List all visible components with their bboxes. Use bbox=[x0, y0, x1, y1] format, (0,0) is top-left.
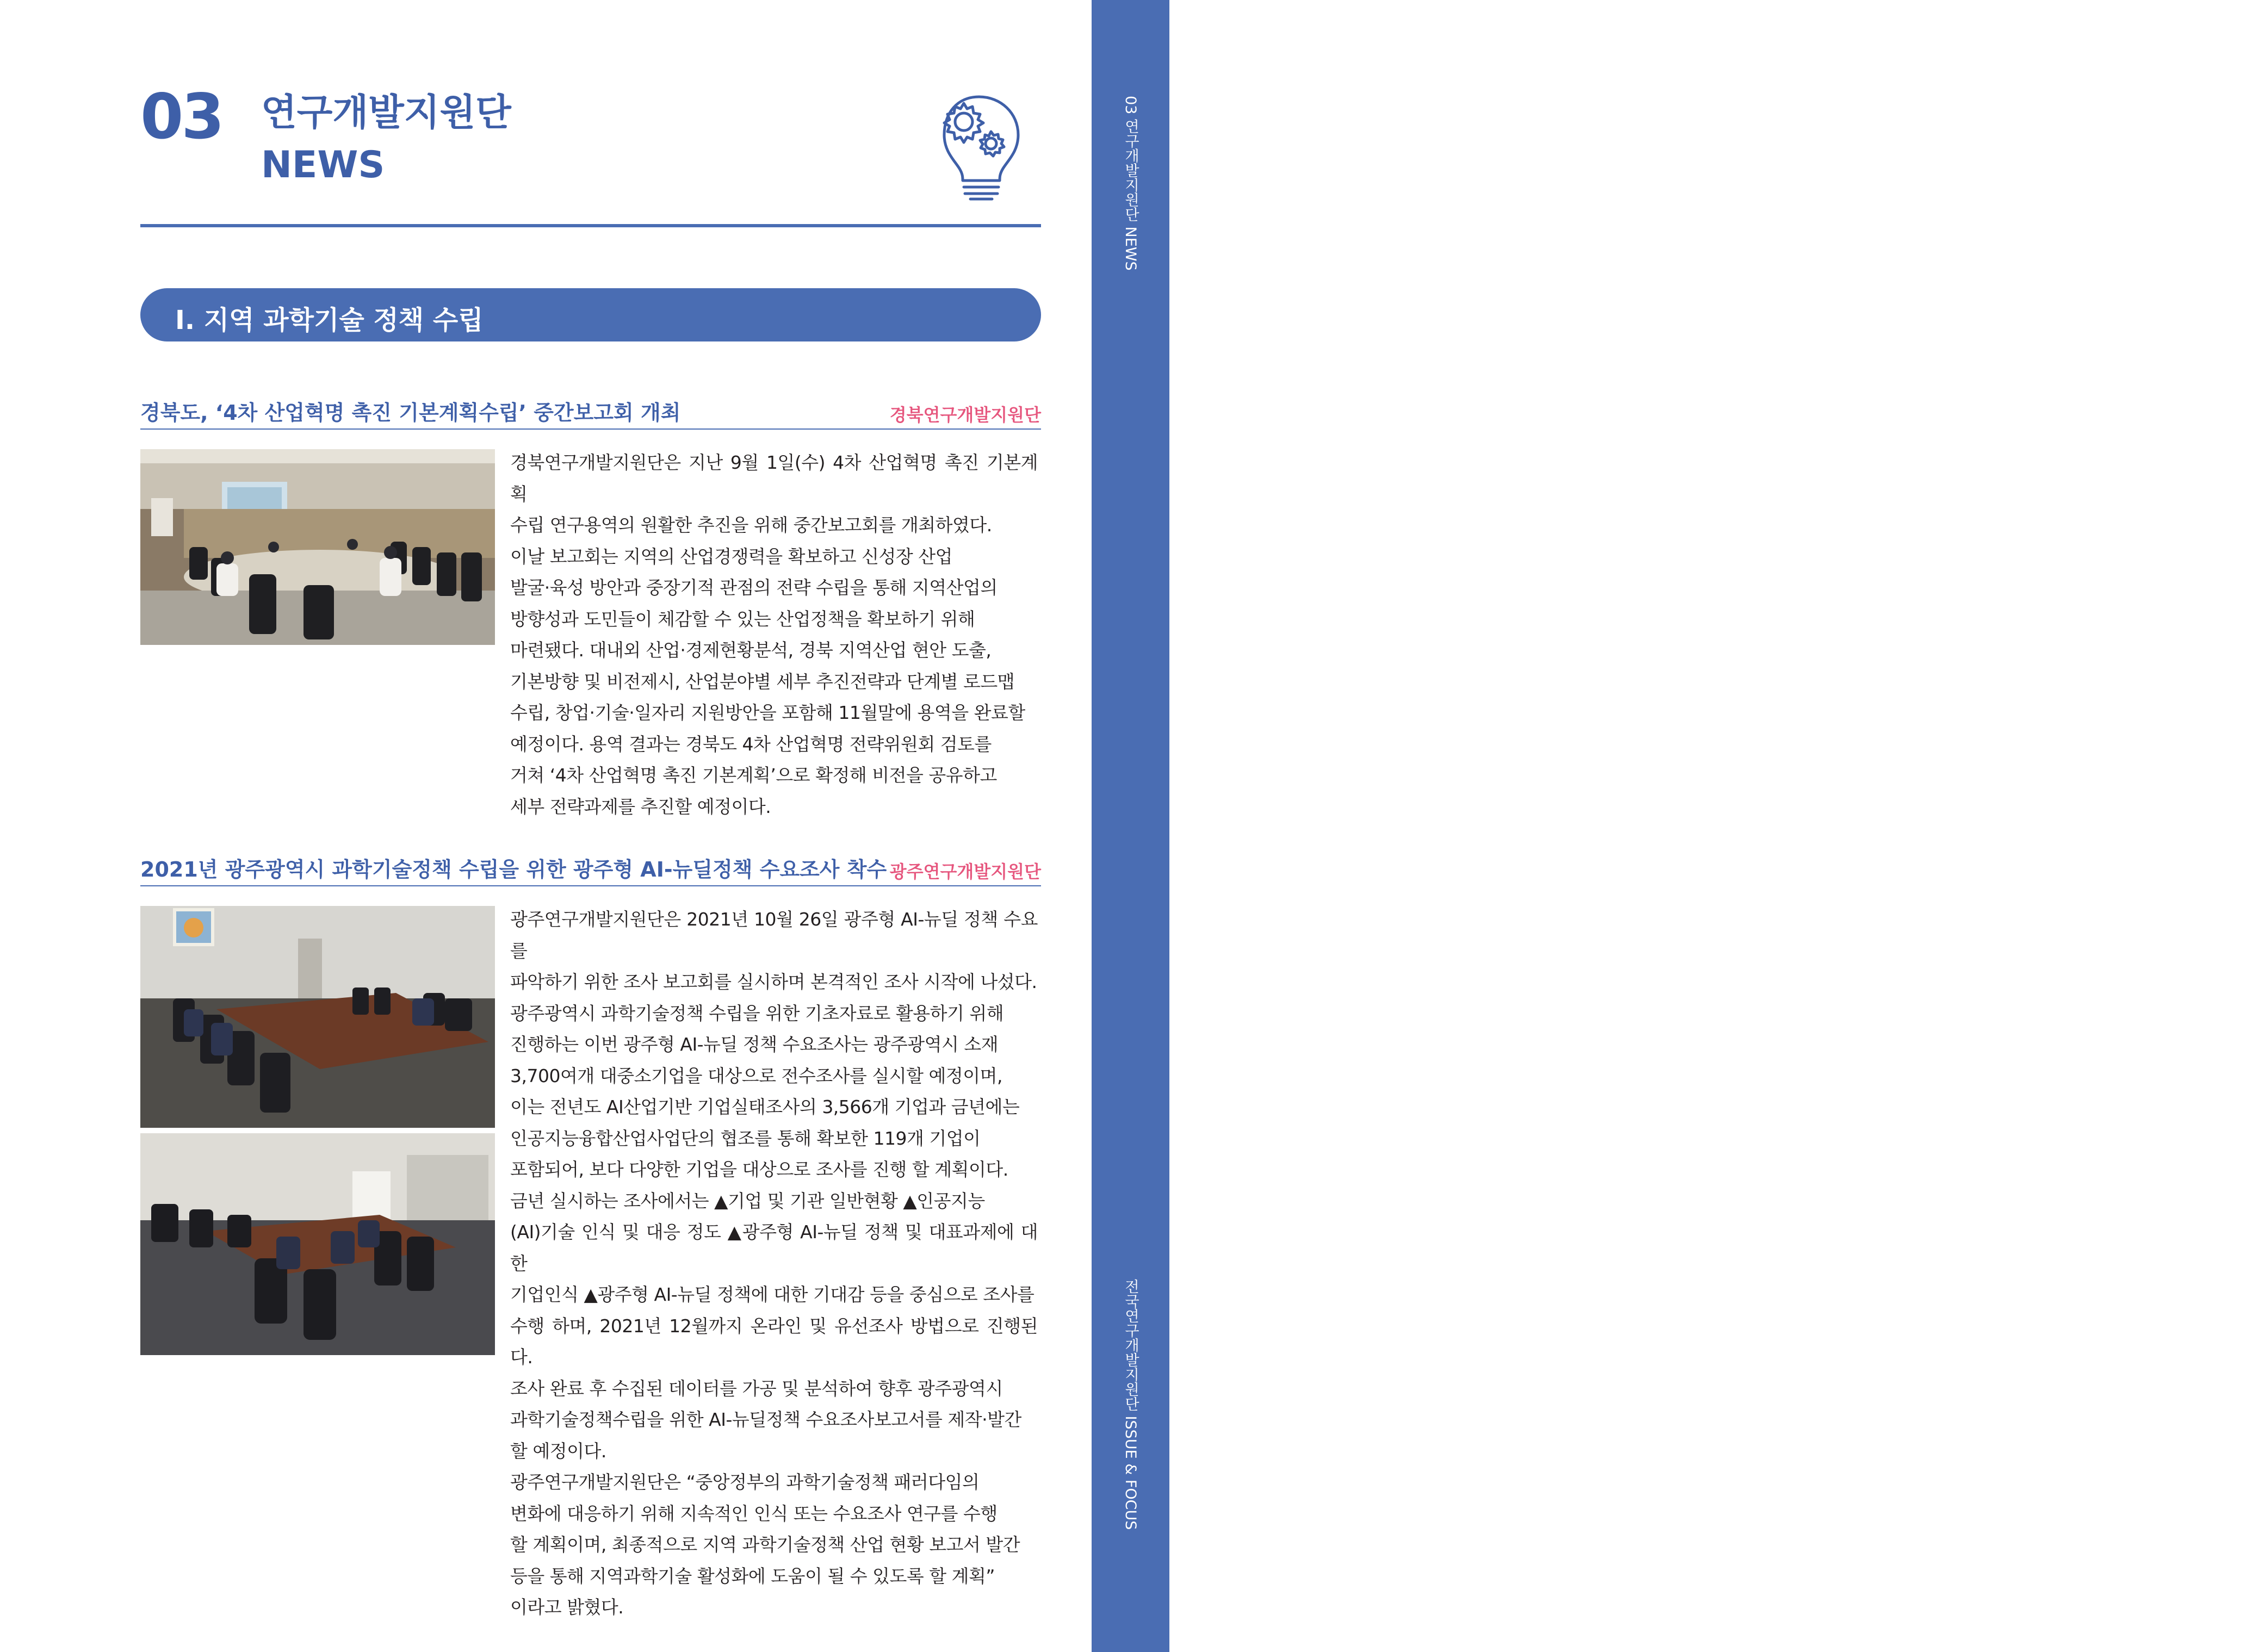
page-number: 21 bbox=[2210, 813, 2234, 833]
article-1-divider bbox=[140, 428, 1041, 430]
page-title: 연구개발지원단 bbox=[261, 91, 511, 134]
article-1-org: 경북연구개발지원단 bbox=[889, 405, 1041, 425]
article-1-body: 경북연구개발지원단은 지난 9월 1일(수) 4차 산업혁명 촉진 기본계획 수립 연구용역의 원활한 추진을 위해 중간보고회를 개최하였다. 이날 보고회는 지역의 산업경쟁력을 확보하고 신성장 산업 발굴·육성 방안과 중장기적 관점의 전략 수립을 통해 지역산업의 방향성과 도민들이 체감할 수 있는 산업정책을 확보하기 위해 마련됐다. 대내외 산업·경제현황분석, 경북 지역산업 현안 도출, 기본방향 및 비전제시, 산업분야별 세부 추진전략과 단계별 로드맵 수립, 창업·기술·일자리 지원방안을 포함해 11월말에 용역을 완료할 예정이다. 용역 결과는 경북도 4차 산업혁명 전략위원회 검토를 거쳐 ‘4차 산업혁명 촉진 기본계획’으로 확정해 비전을 공유하고 세부 전략과제를 추진할 예정이다. bbox=[510, 452, 1038, 817]
article-2-body: 광주연구개발지원단은 2021년 10월 26일 광주형 AI-뉴딜 정책 수요를 파악하기 위한 조사 보고회를 실시하며 본격적인 조사 시작에 나섰다. 광주광역시 과학기술정책 수립을 위한 기초자료로 활용하기 위해 진행하는 이번 광주형 AI-뉴딜 정책 수요조사는 광주광역시 소재 3,700여개 대중소기업을 대상으로 전수조사를 실시할 예정이며, 이는 전년도 AI산업기반 기업실태조사의 3,566개 기업과 금년에는 인공지능융합산업사업단의 협조를 통해 확보한 119개 기업이 포함되어, 보다 다양한 기업을 대상으로 조사를 진행 할 계획이다. 금년 실시하는 조사에서는 ▲기업 및 기관 일반현황 ▲인공지능 (AI)기술 인식 및 대응 정도 ▲광주형 AI-뉴딜 정책 및 대표과제에 대한 기업인식 ▲광주형 AI-뉴딜 정책에 대한 기대감 등을 중심으로 조사를 수행 하며, 2021년 12월까지 온라인 및 유선조사 방법으로 진행된다. 조사 완료 후 수집된 데이터를 가공 및 분석하여 향후 광주광역시 과학기술정책수립을 위한 AI-뉴딜정책 수요조사보고서를 제작·발간 할 예정이다. 광주연구개발지원단은 “중앙정부의 과학기술정책 패러다임의 변화에 대응하기 위해 지속적인 인식 또는 수요조사 연구를 수행 할 계획이며, 최종적으로 지역 과학기술정책 산업 현황 보고서 발간 등을 통해 지역과학기술 활성화에 도움이 될 수 있도록 할 계획” 이라고 밝혔다. bbox=[510, 909, 1038, 1618]
sidebar-section-label: 03 연구개발지원단 NEWS bbox=[1122, 96, 1139, 271]
article-2-meeting-photo-2 bbox=[140, 1133, 495, 1355]
article-2-title: 2021년 광주광역시 과학기술정책 수립을 위한 광주형 AI-뉴딜정책 수요조사 착수 bbox=[140, 858, 887, 881]
header-divider bbox=[140, 224, 1041, 227]
section-header bbox=[140, 288, 1041, 341]
lightbulb-gear-icon bbox=[930, 87, 1028, 204]
chapter-number: 03 bbox=[140, 80, 222, 153]
section-title: Ⅰ. 지역 과학기술 정책 수립 bbox=[175, 305, 484, 336]
sidebar-publication-label: 전국연구개발지원단 ISSUE & FOCUS bbox=[1122, 1279, 1139, 1530]
article-2-divider bbox=[140, 885, 1041, 886]
page-subtitle: NEWS bbox=[261, 144, 385, 187]
article-1-meeting-photo bbox=[140, 449, 495, 645]
sidebar bbox=[1092, 0, 2234, 1652]
article-1-title: 경북도, ‘4차 산업혁명 촉진 기본계획수립’ 중간보고회 개최 bbox=[140, 401, 681, 425]
article-2-meeting-photo-1 bbox=[140, 906, 495, 1128]
article-2-org: 광주연구개발지원단 bbox=[889, 861, 1041, 882]
